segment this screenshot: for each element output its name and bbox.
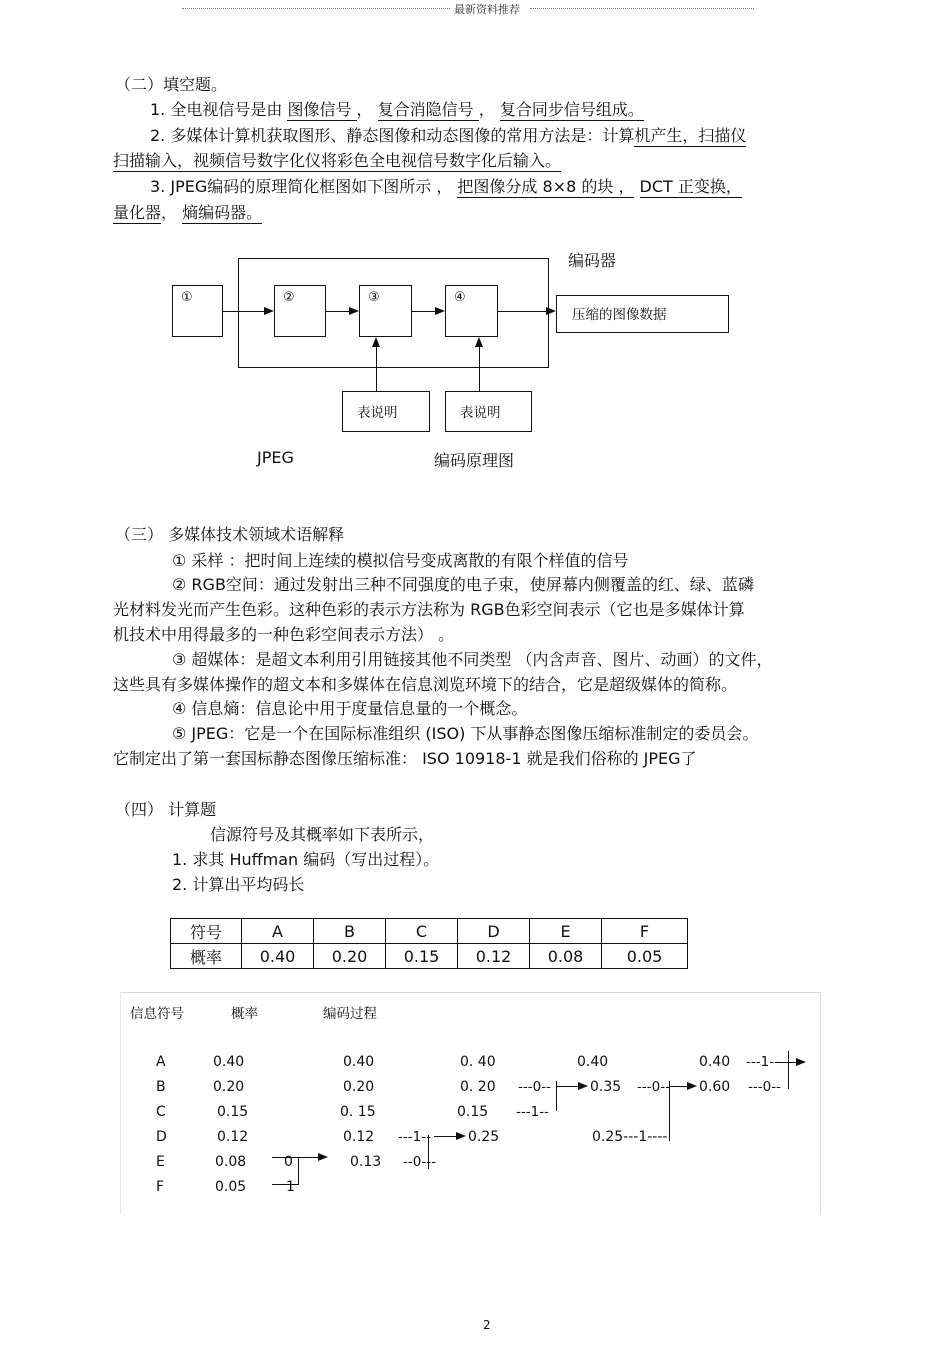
caption-jpeg: JPEG [257,448,294,467]
merge-de-line [434,1136,456,1137]
table-cell: 0.05 [602,944,688,969]
huffman-header-symbol: 信息符号 [130,1006,184,1022]
table-row [171,944,688,969]
huffman-header-prob: 概率 [231,1006,258,1022]
term-line-5: ③ 超媒体：是超文本利用引用链接其他不同类型 （内含声音、图片、动画）的文件， [172,650,773,669]
q1-answer-2: 复合消隐信号 [377,100,479,119]
table-cell: E [530,919,602,944]
merge-root-arrow [796,1058,806,1066]
q3-answer-2: DCT 正变换， [639,177,742,196]
q3-sep: ， [161,203,178,222]
page-number: 2 [483,1318,491,1332]
diagram-box-1 [172,285,223,337]
huffman-col4-value: 0.25---1---- [592,1129,668,1145]
q1-answer-1: 图像信号 [287,100,357,119]
merge-bc-line [556,1086,578,1087]
term-line-4: 机技术中用得最多的一种色彩空间表示方法） 。 [113,625,455,644]
huffman-symbol: E [156,1154,165,1170]
box-2-label: ② [283,290,295,305]
calc-intro: 信源符号及其概率如下表所示， [210,825,435,844]
merge-e-bit: --0--- [403,1154,436,1170]
table-label-2: 表说明 [460,405,501,421]
arrow-4-out-head [546,307,556,315]
huffman-header-process: 编码过程 [323,1006,377,1022]
caption-diagram: 编码原理图 [434,451,515,470]
table-cell: C [386,919,458,944]
arrow-1-2-head [264,307,274,315]
terms-heading: （三） 多媒体技术领域术语解释 [115,525,345,544]
table-box-2 [445,391,532,432]
huffman-col2-value: 0.20 [343,1079,375,1095]
arrow-4-out-line [498,311,546,312]
term-line-7: ④ 信息熵：信息论中用于度量信息量的一个概念。 [172,699,528,718]
encoder-label: 编码器 [568,251,617,270]
huffman-symbol: D [156,1129,167,1145]
arrow-table1-line [376,347,377,391]
diagram-box-2 [274,285,326,337]
huffman-col4-value: 0.40 [577,1054,609,1070]
huffman-col1-value: 0.40 [213,1054,245,1070]
fill-q3-line2 [113,200,262,223]
table-box-1 [342,391,430,432]
merge-final-line [669,1086,687,1087]
huffman-col2-value: 0.13 [350,1154,382,1170]
merge-final-arrow [687,1082,697,1090]
arrow-2-3-line [326,311,349,312]
huffman-col1-value: 0.08 [215,1154,247,1170]
table-cell: A [242,919,314,944]
table-cell: 0.08 [530,944,602,969]
box-1-label: ① [181,290,193,305]
merge-d-bit: ---1-- [398,1129,431,1145]
table-cell: F [602,919,688,944]
arrow-table1-head [372,337,380,347]
table-cell: 0.20 [314,944,386,969]
q3-answer-3: 量化器 [113,203,162,222]
calc-item-1: 1. 求其 Huffman 编码（写出过程）。 [172,850,440,869]
table-label-1: 表说明 [357,405,398,421]
huffman-col2-value: 0. 15 [340,1104,376,1120]
calc-item-2: 2. 计算出平均码长 [172,875,305,894]
diagram-box-3 [359,285,412,337]
huffman-symbol: F [156,1179,165,1195]
huffman-symbol: A [156,1054,166,1070]
header-title: 最新资料推荐 [454,3,520,16]
fill-q2-line2 [113,148,561,171]
merge-de-line-vertical [428,1135,429,1169]
table-cell: 概率 [171,944,242,969]
huffman-col3-value: 0.25 [468,1129,500,1145]
merge-ef-line-bottom [272,1184,298,1185]
huffman-col3-value: 0.15 [457,1104,489,1120]
huffman-col1-value: 0.20 [213,1079,245,1095]
huffman-col1-value: 0.05 [215,1179,247,1195]
calc-heading: （四） 计算题 [115,800,217,819]
huffman-col5-value: 0.40 [699,1054,731,1070]
q1-prefix: 1. 全电视信号是由 [150,100,283,119]
term-line-8: ⑤ JPEG：它是一个在国际标准组织 (ISO) 下从事静态图像压缩标准制定的委员会。 [172,724,759,743]
table-cell: D [458,919,530,944]
q3-prefix: 3. JPEG编码的原理简化框图如下图所示 ， [150,177,453,196]
q2-prefix: 2. 多媒体计算机获取图形、静态图像和动态图像的常用方法是：计算 [150,126,635,145]
term-line-1: ① 采样 ：把时间上连续的模拟信号变成离散的有限个样值的信号 [172,551,629,570]
table-cell: B [314,919,386,944]
arrow-table2-line [479,347,480,391]
term-line-6: 这些具有多媒体操作的超文本和多媒体在信息浏览环境下的结合，它是超级媒体的简称。 [113,675,738,694]
table-cell: 符号 [171,919,242,944]
table-row [171,919,688,944]
q2-answer-line1: 机产生，扫描仪 [634,126,747,145]
q2-answer-line2: 扫描输入，视频信号数字化仪将彩色全电视信号数字化后输入。 [113,151,562,170]
q1-sep-2: ， [478,100,495,119]
merge-b-bit: ---0-- [518,1079,551,1095]
merge-ef-arrow [318,1153,328,1161]
arrow-1-2-line [223,311,264,312]
probability-table [170,918,688,969]
table-cell: 0.15 [386,944,458,969]
header-rule-right [530,8,754,9]
arrow-3-4-head [435,307,445,315]
arrow-2-3-head [349,307,359,315]
merge-bc-de-bit: ---0-- [637,1079,670,1095]
huffman-col1-value: 0.15 [217,1104,249,1120]
huffman-symbol: C [156,1104,166,1120]
header-rule-left [182,8,450,9]
arrow-table2-head [475,337,483,347]
q1-sep-1: ， [356,100,373,119]
huffman-col2-value: 0.40 [343,1054,375,1070]
q3-answer-1: 把图像分成 8×8 的块 ， [457,177,635,196]
merge-de-arrow [456,1132,466,1140]
term-line-3: 光材料发光而产生色彩。这种色彩的表示方法称为 RGB色彩空间表示（它也是多媒体计算 [113,600,745,619]
diagram-box-4 [445,285,498,337]
arrow-3-4-line [412,311,435,312]
huffman-col5-value: 0.60 [699,1079,731,1095]
term-line-9: 它制定出了第一套国标静态图像压缩标准： ISO 10918-1 就是我们俗称的 JPEG了 [113,749,697,768]
table-cell: 0.12 [458,944,530,969]
fill-q1 [150,97,644,120]
huffman-col4-value: 0.35 [590,1079,622,1095]
merge-ef-line-top [272,1157,318,1158]
merge-final-line-vertical [669,1081,670,1141]
huffman-col3-value: 0. 20 [460,1079,496,1095]
box-4-label: ④ [454,290,466,305]
q3-answer-4: 熵编码器。 [182,203,263,222]
term-line-2: ② RGB空间：通过发射出三种不同强度的电子束，使屏幕内侧覆盖的红、绿、蓝磷 [172,575,754,594]
huffman-col1-value: 0.12 [217,1129,249,1145]
fill-q2-line1 [150,123,746,146]
huffman-col3-value: 0. 40 [460,1054,496,1070]
fill-heading: （二）填空题。 [115,75,228,94]
box-3-label: ③ [368,290,380,305]
merge-c-bit: ---1-- [516,1104,549,1120]
merge-ef-bit-1: 1 [286,1179,295,1195]
output-box [556,295,729,333]
merge-root-bit-1: ---1-- [746,1054,779,1070]
fill-q3-line1 [150,174,742,197]
q1-answer-3: 复合同步信号组成。 [499,100,644,119]
merge-bc-arrow [578,1082,588,1090]
merge-root-line-vertical [788,1051,789,1089]
merge-root-bit-0: ---0-- [748,1079,781,1095]
merge-ef-line-vertical [298,1157,299,1185]
huffman-symbol: B [156,1079,166,1095]
table-cell: 0.40 [242,944,314,969]
huffman-col2-value: 0.12 [343,1129,375,1145]
merge-ef-bit-0: 0 [284,1154,293,1170]
output-label: 压缩的图像数据 [572,307,667,323]
merge-root-line [776,1062,796,1063]
